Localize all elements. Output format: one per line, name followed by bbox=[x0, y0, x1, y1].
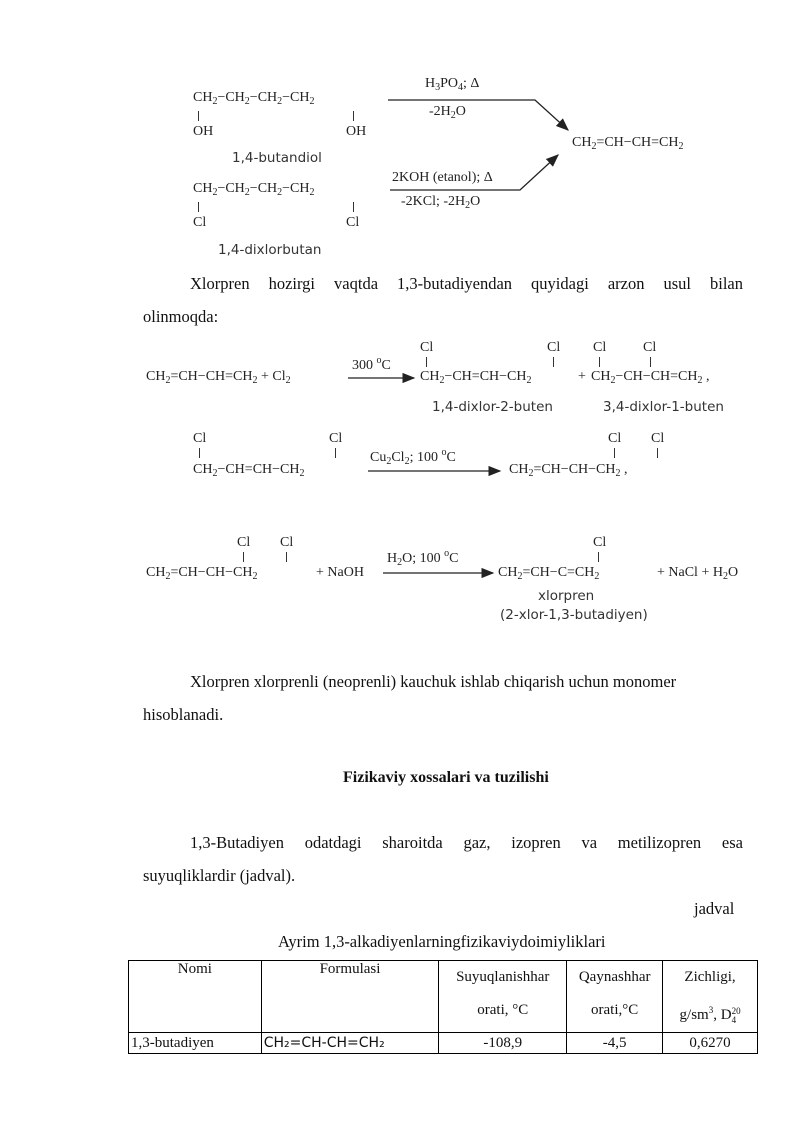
scheme3-condition: $Cu_2Cl_2$; 100 $^o$C bbox=[370, 447, 456, 467]
paragraph-3-line-2: suyuqliklardir (jadval). bbox=[143, 866, 296, 885]
header-density-line-1: Zichligi, bbox=[684, 969, 736, 985]
cl-right: Cl bbox=[346, 215, 360, 230]
paragraph-2-line-2: hisoblanadi. bbox=[143, 705, 224, 724]
cl-substituent: Cl bbox=[280, 535, 294, 550]
bond-line bbox=[286, 552, 287, 562]
table-row bbox=[129, 1033, 758, 1054]
bond-line bbox=[199, 448, 200, 458]
scheme2-reactants: $CH_2=CH-CH=CH_2 + Cl_2$ bbox=[146, 369, 291, 386]
dichlorobutane-chain: $CH_2-CH_2-CH_2-CH_2$ bbox=[193, 181, 315, 198]
condition-2-bottom: -2KCl; $-2H_2O$ bbox=[401, 194, 481, 211]
density-reference: 4 bbox=[731, 1014, 737, 1025]
cl-substituent: Cl bbox=[593, 340, 607, 355]
butanediol-chain: $CH_2-CH_2-CH_2-CH_2$ bbox=[193, 90, 315, 107]
scheme4-plus-naoh: + NaOH bbox=[316, 565, 364, 580]
header-boiling bbox=[567, 961, 663, 1033]
scheme4-condition: $H_2O$; 100 $^o$C bbox=[387, 548, 459, 568]
scheme2-name-2: 3,4-dixlor-1-buten bbox=[603, 399, 724, 415]
chloroprene-iupac: (2-xlor-1,3-butadiyen) bbox=[500, 607, 648, 623]
cl-substituent: Cl bbox=[237, 535, 251, 550]
scheme3-reactant: $CH_2-CH=CH-CH_2$ bbox=[193, 462, 305, 479]
scheme4-reactant: $CH_2=CH-CH-CH_2$ bbox=[146, 565, 258, 582]
table-header-row bbox=[129, 961, 758, 1033]
bond-line bbox=[335, 448, 336, 458]
header-density-line-2: $g/sm^3$, D 20 4 bbox=[679, 1005, 741, 1025]
bond-line bbox=[553, 357, 554, 367]
bond-line bbox=[353, 202, 354, 212]
scheme3-product: $CH_2=CH-CH-CH_2$ , bbox=[509, 462, 628, 479]
oh-left: OH bbox=[193, 124, 214, 139]
dichlorobutane-name: 1,4-dixlorbutan bbox=[218, 242, 322, 258]
bond-line bbox=[426, 357, 427, 367]
scheme4-byproducts: + NaCl + $H_2O$ bbox=[657, 565, 739, 582]
table-caption: Ayrim 1,3-alkadiyenlarningfizikaviydoimiyliklari bbox=[278, 932, 606, 951]
table-label: jadval bbox=[694, 899, 735, 918]
scheme2-plus: + bbox=[578, 369, 586, 384]
cl-left: Cl bbox=[193, 215, 207, 230]
arrow-1 bbox=[388, 100, 568, 130]
row-name: 1,3-butadiyen bbox=[129, 1033, 262, 1054]
header-name bbox=[129, 961, 262, 1033]
scheme4-product: $CH_2=CH-C=CH_2$ bbox=[498, 565, 600, 582]
cl-substituent: Cl bbox=[593, 535, 607, 550]
header-formula-text: Formulasi bbox=[319, 961, 381, 977]
cl-substituent: Cl bbox=[193, 431, 207, 446]
header-boiling-line-2: orati,°C bbox=[591, 1002, 639, 1018]
paragraph-1-line-1: Xlorpren hozirgi vaqtda 1,3-butadiyendan quyidagi arzon usul bilan bbox=[190, 274, 743, 293]
paragraph-2-line-1: Xlorpren xlorprenli (neoprenli) kauchuk ishlab chiqarish uchun monomer bbox=[190, 672, 677, 691]
bond-line bbox=[243, 552, 244, 562]
bond-line bbox=[599, 357, 600, 367]
scheme2-product-2: $CH_2-CH-CH=CH_2$ , bbox=[591, 369, 710, 386]
density-temperature: 20 bbox=[731, 1005, 741, 1016]
cl-substituent: Cl bbox=[651, 431, 665, 446]
bond-line bbox=[198, 202, 199, 212]
properties-table bbox=[128, 960, 758, 1054]
cl-substituent: Cl bbox=[608, 431, 622, 446]
header-melting-line-2: orati, °C bbox=[477, 1002, 529, 1018]
butadiene-product: $CH_2=CH-CH=CH_2$ bbox=[572, 135, 684, 152]
bond-line bbox=[614, 448, 615, 458]
header-formula bbox=[261, 961, 439, 1033]
header-boiling-line-1: Qaynashhar bbox=[578, 969, 651, 985]
cl-substituent: Cl bbox=[420, 340, 434, 355]
condition-1-bottom: $-2H_2O$ bbox=[429, 104, 466, 121]
bond-line bbox=[657, 448, 658, 458]
header-melting-line-1: Suyuqlanishhar bbox=[456, 969, 550, 985]
scheme2-product-1: $CH_2-CH=CH-CH_2$ bbox=[420, 369, 532, 386]
row-boiling: -4,5 bbox=[567, 1033, 663, 1054]
row-density: 0,6270 bbox=[663, 1033, 758, 1054]
bond-line bbox=[198, 111, 199, 121]
cl-substituent: Cl bbox=[547, 340, 561, 355]
header-melting bbox=[439, 961, 567, 1033]
oh-right: OH bbox=[346, 124, 367, 139]
header-density bbox=[663, 961, 758, 1033]
scheme2-name-1: 1,4-dixlor-2-buten bbox=[432, 399, 553, 415]
condition-2-top: 2KOH (etanol); Δ bbox=[392, 170, 493, 185]
header-name-text: Nomi bbox=[177, 961, 212, 977]
bond-line bbox=[353, 111, 354, 121]
scheme2-condition: 300 $^o$C bbox=[352, 355, 391, 373]
bond-line bbox=[650, 357, 651, 367]
section-heading: Fizikaviy xossalari va tuzilishi bbox=[343, 769, 549, 786]
cl-substituent: Cl bbox=[643, 340, 657, 355]
condition-1-top: $H_3PO_4$; Δ bbox=[425, 76, 480, 93]
butanediol-name: 1,4-butandiol bbox=[232, 150, 322, 166]
chloroprene-name: xlorpren bbox=[538, 588, 595, 604]
row-formula: CH₂=CH-CH=CH₂ bbox=[261, 1033, 439, 1054]
paragraph-3-line-1: 1,3-Butadiyen odatdagi sharoitda gaz, izopren va metilizopren esa bbox=[190, 833, 743, 852]
paragraph-1-line-2: olinmoqda: bbox=[143, 307, 219, 326]
bond-line bbox=[598, 552, 599, 562]
row-melting: -108,9 bbox=[439, 1033, 567, 1054]
cl-substituent: Cl bbox=[329, 431, 343, 446]
